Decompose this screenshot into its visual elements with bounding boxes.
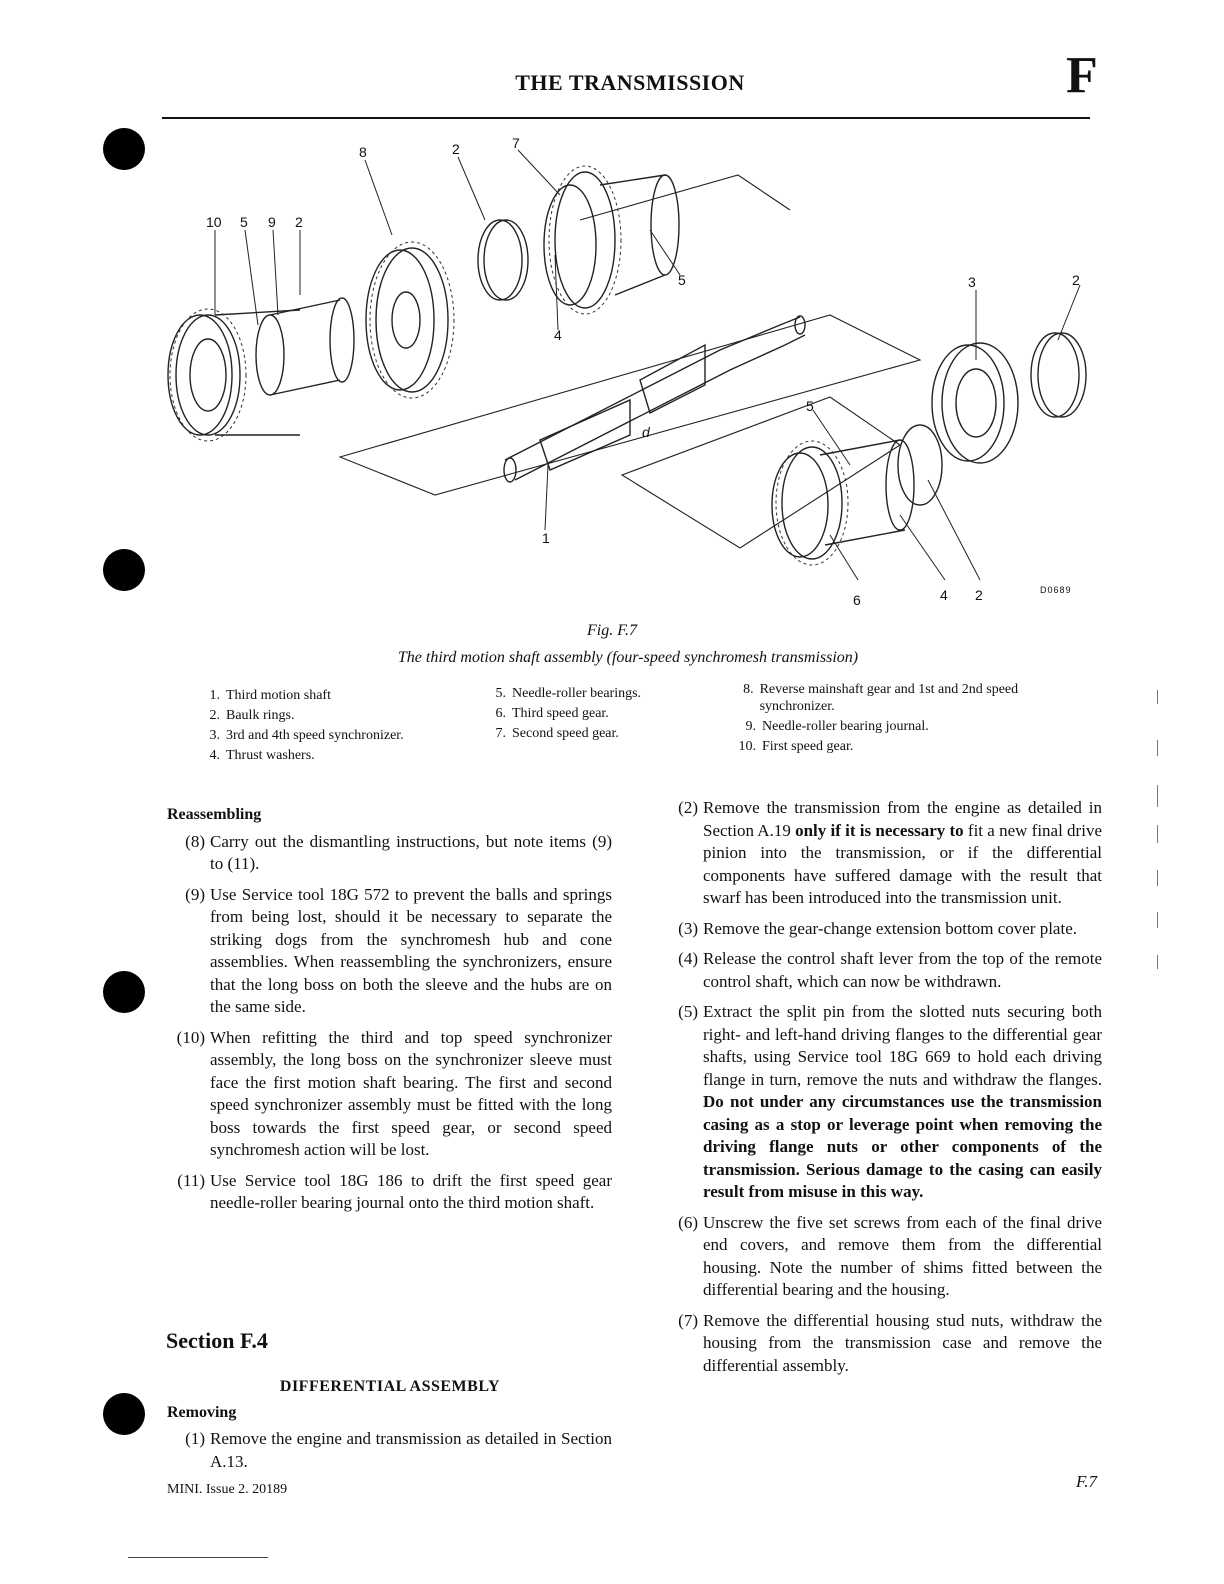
margin-tick [1157, 870, 1158, 886]
section-title: Section F.4 [166, 1328, 268, 1353]
figure-caption: The third motion shaft assembly (four-speed synchromesh transmission) [397, 649, 859, 666]
callout-label: 7 [512, 135, 520, 151]
legend-item: 9. Needle-roller bearing journal. [745, 719, 929, 734]
legend-item: 6. Third speed gear. [495, 706, 609, 721]
legend-item: 2. Baulk rings. [209, 708, 295, 723]
heading-removing: Removing [167, 1404, 237, 1421]
callout-label: 9 [268, 214, 276, 230]
section-letter: F [1066, 47, 1098, 104]
punch-hole [103, 1393, 145, 1435]
exploded-diagram [160, 135, 1090, 605]
punch-hole [103, 128, 145, 170]
callout-label: 5 [806, 398, 814, 414]
legend-column-2 [486, 684, 716, 744]
punch-hole [103, 971, 145, 1013]
paragraph: (11) Use Service tool 18G 186 to drift the first speed gear needle-roller bearing journal onto the third motion shaft. [177, 1170, 612, 1212]
scan-edge-line [128, 1557, 268, 1558]
legend-item: 7. Second speed gear. [495, 726, 619, 741]
footer-issue: MINI. Issue 2. 20189 [167, 1482, 288, 1497]
paragraph: (8) Carry out the dismantling instructions, but note items (9) to (11). [185, 831, 612, 873]
margin-tick [1157, 785, 1158, 807]
margin-tick [1157, 690, 1158, 704]
legend-item: 5. Needle-roller bearings. [495, 686, 642, 701]
paragraph: (7) Remove the differential housing stud nuts, withdraw the housing from the transmission case and remove the differential assembly. [678, 1310, 1102, 1375]
punch-hole [103, 549, 145, 591]
callout-label: 3 [968, 274, 976, 290]
figure-number: Fig. F.7 [587, 622, 637, 639]
margin-tick [1157, 740, 1158, 756]
left-column [167, 804, 612, 1223]
section-subtitle: DIFFERENTIAL ASSEMBLY [279, 1378, 501, 1395]
legend-item: 8. Reverse mainshaft gear and 1st and 2nd speed synchronizer. [743, 682, 1019, 714]
callout-label: 2 [1072, 272, 1080, 288]
paragraph: (6) Unscrew the five set screws from each of the final drive end covers, and remove them from the differential housing. Note the number of shims fitted between the differential bearing and the housing. [678, 1212, 1102, 1299]
paragraph: (9) Use Service tool 18G 572 to prevent the balls and springs from being lost, should it be necessary to separate the striking dogs from the synchromesh hub and cone assemblies. When reassembling the synchronizers, ensure that the long boss on both the sleeve and the hubs are on the same side. [185, 884, 612, 1016]
callout-label: 5 [240, 214, 248, 230]
paragraph: (2) Remove the transmission from the engine as detailed in Section A.19 only if it is necessary to fit a new final drive pinion into the transmission, or if the differential components have suffered damage with the result that swarf has been introduced into the transmission unit. [678, 798, 1102, 907]
paragraph: (10) When refitting the third and top speed synchronizer assembly, the long boss on the synchronizer sleeve must face the first motion shaft bearing. The first and second speed synchronizer assembly must be fitted with the long boss towards the first speed gear, or second speed synchromesh action will be lost. [176, 1027, 612, 1159]
figure-code: D0689 [1040, 585, 1072, 595]
legend-item: 10. First speed gear. [738, 739, 854, 754]
right-column [660, 797, 1102, 1385]
legend-column-3 [736, 681, 1056, 755]
callout-label: 2 [975, 587, 983, 603]
callout-label: 2 [452, 141, 460, 157]
legend-item: 4. Thrust washers. [209, 748, 315, 763]
callout-label: 10 [206, 214, 222, 230]
margin-tick [1157, 825, 1158, 843]
callout-label: 4 [554, 327, 562, 343]
paragraph: (1) Remove the engine and transmission as detailed in Section A.13. [185, 1429, 612, 1471]
callout-label: 1 [542, 530, 550, 546]
legend-column-1 [200, 686, 470, 766]
margin-tick [1157, 912, 1158, 928]
paragraph: (4) Release the control shaft lever from the top of the remote control shaft, which can now be withdrawn. [678, 949, 1102, 991]
page-title: THE TRANSMISSION [515, 70, 745, 95]
header-rule [162, 117, 1090, 119]
left-column-bottom [167, 1428, 612, 1481]
callout-label: 8 [359, 144, 367, 160]
legend-item: 3. 3rd and 4th speed synchronizer. [209, 728, 404, 743]
page-number: F.7 [1076, 1472, 1097, 1491]
callout-label: 6 [853, 592, 861, 605]
callout-label: 2 [295, 214, 303, 230]
heading-reassembling: Reassembling [167, 806, 262, 823]
paragraph: (3) Remove the gear-change extension bottom cover plate. [678, 918, 1077, 938]
callout-label: d [642, 424, 650, 440]
callout-label: 5 [678, 272, 686, 288]
legend-item: 1. Third motion shaft [209, 688, 331, 703]
callout-label: 4 [940, 587, 948, 603]
paragraph: (5) Extract the split pin from the slotted nuts securing both right- and left-hand driving flanges to the differential gear shafts, using Service tool 18G 669 to hold each driving flange in turn, remove the nuts and withdraw the flanges. Do not under any circumstances use the transmission casing as a stop or leverage point when removing the driving flange nuts or other components of the transmission. Serious damage to the casing can easily result from misuse in this way. [678, 1002, 1102, 1201]
margin-tick [1157, 955, 1158, 969]
